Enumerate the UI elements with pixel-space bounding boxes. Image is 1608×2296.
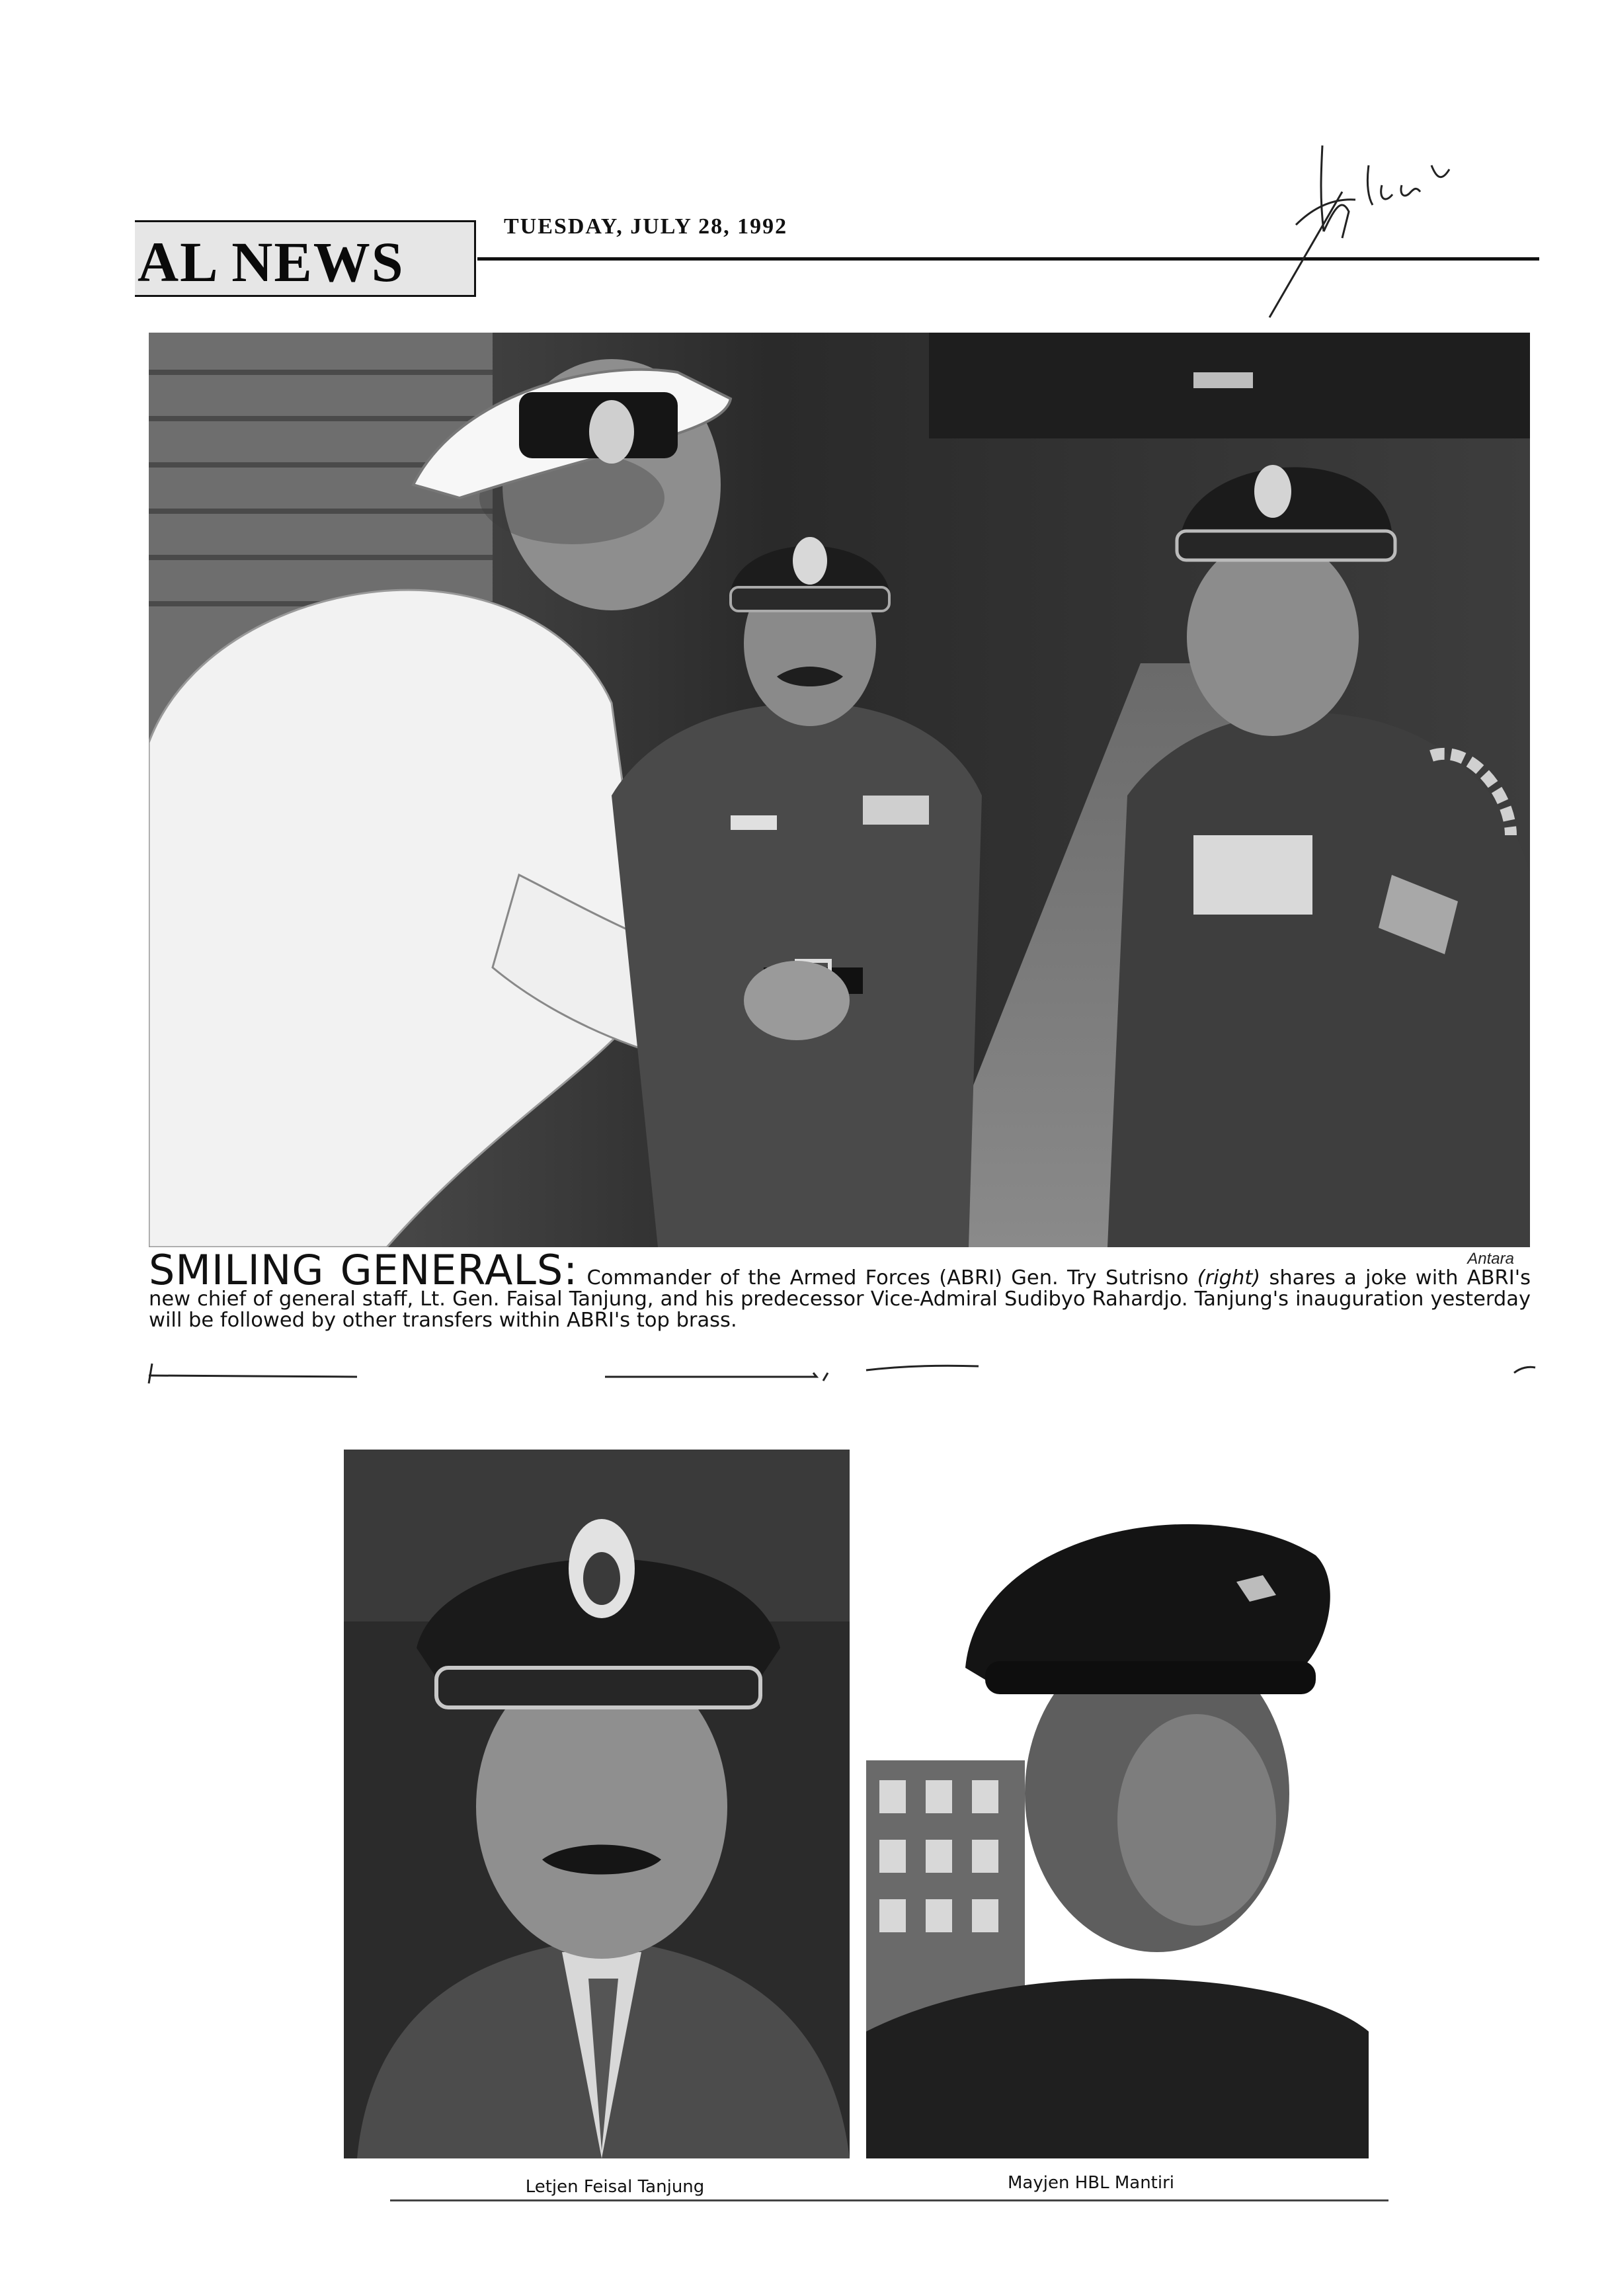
- caption-text-part2: shares a joke with ABRI's new chief of general staff, Lt. Gen. Faisal Tanjung, and his predecessor Vice-Admiral Sudibyo Rahardjo. Tanjung's inauguration yesterday will be followed by other transfers within ABRI's top brass.: [149, 1266, 1531, 1332]
- publication-date: TUESDAY, JULY 28, 1992: [504, 214, 788, 239]
- main-photo: [149, 333, 1530, 1247]
- caption-headline: SMILING GENERALS:: [149, 1246, 579, 1294]
- portrait-caption-right: Mayjen HBL Mantiri: [1007, 2173, 1175, 2193]
- handwritten-annotation-icon: [1243, 126, 1521, 324]
- caption-text-italic: (right): [1197, 1266, 1261, 1290]
- pen-marks-icon: [132, 1349, 1547, 1389]
- bottom-rule: [390, 2199, 1388, 2201]
- caption-text-part1: Commander of the Armed Forces (ABRI) Gen. Try Sutrisno: [586, 1266, 1197, 1290]
- portrait-caption-left: Letjen Feisal Tanjung: [525, 2177, 705, 2197]
- portrait-feisal-tanjung: [344, 1450, 850, 2158]
- portrait-hbl-mantiri: [866, 1450, 1369, 2158]
- section-title: AL NEWS: [138, 230, 405, 294]
- photo-credit: Antara: [1467, 1250, 1514, 1268]
